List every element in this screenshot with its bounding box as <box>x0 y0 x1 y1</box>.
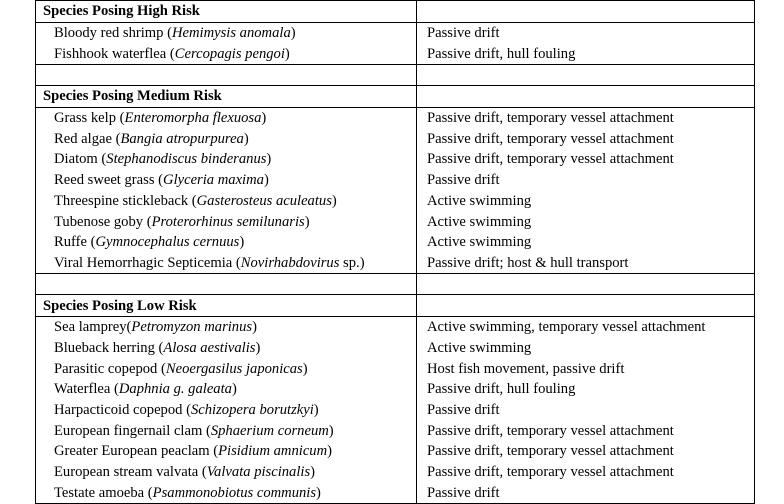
scientific-name: Psammonobiotus communis <box>152 484 317 501</box>
species-cell: Waterflea (Daphnia g. galeata) <box>36 379 417 400</box>
scientific-name: Glyceria maxima <box>163 172 264 189</box>
scientific-name: Proterorhinus semilunaris <box>151 213 305 230</box>
transport-cell: Passive drift <box>417 482 755 503</box>
spacer-cell <box>36 274 417 295</box>
transport-cell: Passive drift, temporary vessel attachment <box>417 420 755 441</box>
scientific-name: Alosa aestivalis <box>163 339 256 356</box>
table-row <box>36 191 755 212</box>
species-cell: Fishhook waterflea (Cercopagis pengoi) <box>36 43 417 64</box>
species-cell: Grass kelp (Enteromorpha flexuosa) <box>36 107 417 128</box>
transport-cell: Active swimming, temporary vessel attachment <box>417 316 755 337</box>
species-cell: European stream valvata (Valvata piscinalis) <box>36 462 417 483</box>
common-name: Ruffe <box>54 234 87 251</box>
table-row <box>36 441 755 462</box>
common-name: Bloody red shrimp <box>54 25 164 42</box>
scientific-name: Stephanodiscus binderanus <box>106 151 267 168</box>
scientific-name: Daphnia g. galeata <box>118 381 232 398</box>
scientific-name: Sphaerium corneum <box>210 422 329 439</box>
transport-cell: Active swimming <box>417 338 755 359</box>
scientific-name: Cercopagis pengoi <box>174 45 285 62</box>
section-heading-empty <box>417 295 755 317</box>
common-name: European fingernail clam <box>54 422 203 439</box>
transport-cell: Passive drift, temporary vessel attachment <box>417 107 755 128</box>
common-name: Blueback herring <box>54 339 155 356</box>
spacer-cell <box>417 274 755 295</box>
scientific-name: Gasterosteus aculeatus <box>196 192 332 209</box>
section-heading-empty <box>417 86 755 108</box>
risk-table-body <box>36 1 755 504</box>
transport-cell: Passive drift; host & hull transport <box>417 253 755 274</box>
table-row <box>36 22 755 43</box>
common-name: Sea lamprey <box>54 319 127 336</box>
section-spacer <box>36 65 755 86</box>
section-heading: Species Posing Low Risk <box>36 295 417 317</box>
transport-cell: Passive drift, temporary vessel attachment <box>417 128 755 149</box>
species-cell: Greater European peaclam (Pisidium amnicum) <box>36 441 417 462</box>
species-cell: Viral Hemorrhagic Septicemia (Novirhabdovirus sp.) <box>36 253 417 274</box>
transport-cell: Passive drift <box>417 400 755 421</box>
table-row <box>36 128 755 149</box>
risk-table <box>35 0 755 504</box>
species-cell: Parasitic copepod (Neoergasilus japonicas) <box>36 358 417 379</box>
scientific-name: Petromyzon marinus <box>131 319 253 336</box>
table-row <box>36 400 755 421</box>
species-cell: Red algae (Bangia atropurpurea) <box>36 128 417 149</box>
table-row <box>36 170 755 191</box>
section-heading-row <box>36 86 755 108</box>
common-name: European stream valvata <box>54 464 199 481</box>
common-name: Tubenose goby <box>54 213 144 230</box>
transport-cell: Passive drift, temporary vessel attachment <box>417 149 755 170</box>
species-cell: Bloody red shrimp (Hemimysis anomala) <box>36 22 417 43</box>
table-row <box>36 107 755 128</box>
species-cell: Harpacticoid copepod (Schizopera borutzkyi) <box>36 400 417 421</box>
table-row <box>36 253 755 274</box>
common-name: Fishhook waterflea <box>54 45 167 62</box>
common-name: Red algae <box>54 130 112 147</box>
scientific-name: Gymnocephalus cernuus <box>95 234 240 251</box>
transport-cell: Passive drift <box>417 170 755 191</box>
common-name: Reed sweet grass <box>54 172 155 189</box>
transport-cell: Active swimming <box>417 191 755 212</box>
table-row <box>36 149 755 170</box>
transport-cell: Host fish movement, passive drift <box>417 358 755 379</box>
transport-cell: Active swimming <box>417 211 755 232</box>
table-row <box>36 482 755 503</box>
common-name: Harpacticoid copepod <box>54 402 183 419</box>
table-row <box>36 358 755 379</box>
table-row <box>36 43 755 64</box>
scientific-name: Valvata piscinalis <box>206 464 311 481</box>
common-name: Threespine stickleback <box>54 192 189 209</box>
section-heading-row <box>36 295 755 317</box>
table-row <box>36 420 755 441</box>
transport-cell: Active swimming <box>417 232 755 253</box>
table-row <box>36 462 755 483</box>
species-cell: Blueback herring (Alosa aestivalis) <box>36 338 417 359</box>
section-heading: Species Posing Medium Risk <box>36 86 417 108</box>
scientific-name: Enteromorpha flexuosa <box>124 110 262 127</box>
scientific-suffix: sp. <box>339 254 360 271</box>
section-heading-row <box>36 1 755 23</box>
scientific-name: Pisidium amnicum <box>218 443 328 460</box>
transport-cell: Passive drift, temporary vessel attachment <box>417 441 755 462</box>
species-cell: Diatom (Stephanodiscus binderanus) <box>36 149 417 170</box>
scientific-name: Hemimysis anomala <box>171 25 291 42</box>
table-row <box>36 232 755 253</box>
table-row <box>36 338 755 359</box>
common-name: Grass kelp <box>54 110 117 127</box>
section-spacer <box>36 274 755 295</box>
table-row <box>36 379 755 400</box>
common-name: Diatom <box>54 151 98 168</box>
spacer-cell <box>417 65 755 86</box>
common-name: Greater European peaclam <box>54 443 210 460</box>
common-name: Waterflea <box>54 381 111 398</box>
species-cell: Testate amoeba (Psammonobiotus communis) <box>36 482 417 503</box>
species-cell: Sea lamprey(Petromyzon marinus) <box>36 316 417 337</box>
species-cell: Reed sweet grass (Glyceria maxima) <box>36 170 417 191</box>
scientific-name: Neoergasilus japonicas <box>165 360 303 377</box>
transport-cell: Passive drift, temporary vessel attachment <box>417 462 755 483</box>
species-cell: Threespine stickleback (Gasterosteus aculeatus) <box>36 191 417 212</box>
species-cell: European fingernail clam (Sphaerium corneum) <box>36 420 417 441</box>
scientific-name: Bangia atropurpurea <box>120 130 244 147</box>
table-row <box>36 316 755 337</box>
transport-cell: Passive drift <box>417 22 755 43</box>
section-heading-empty <box>417 1 755 23</box>
species-cell: Tubenose goby (Proterorhinus semilunaris) <box>36 211 417 232</box>
common-name: Parasitic copepod <box>54 360 158 377</box>
common-name: Testate amoeba <box>54 484 145 501</box>
table-row <box>36 211 755 232</box>
transport-cell: Passive drift, hull fouling <box>417 43 755 64</box>
common-name: Viral Hemorrhagic Septicemia <box>54 254 233 271</box>
scientific-name: Schizopera borutzkyi <box>190 402 314 419</box>
spacer-cell <box>36 65 417 86</box>
scientific-name: Novirhabdovirus <box>240 254 340 271</box>
species-cell: Ruffe (Gymnocephalus cernuus) <box>36 232 417 253</box>
section-heading: Species Posing High Risk <box>36 1 417 23</box>
transport-cell: Passive drift, hull fouling <box>417 379 755 400</box>
